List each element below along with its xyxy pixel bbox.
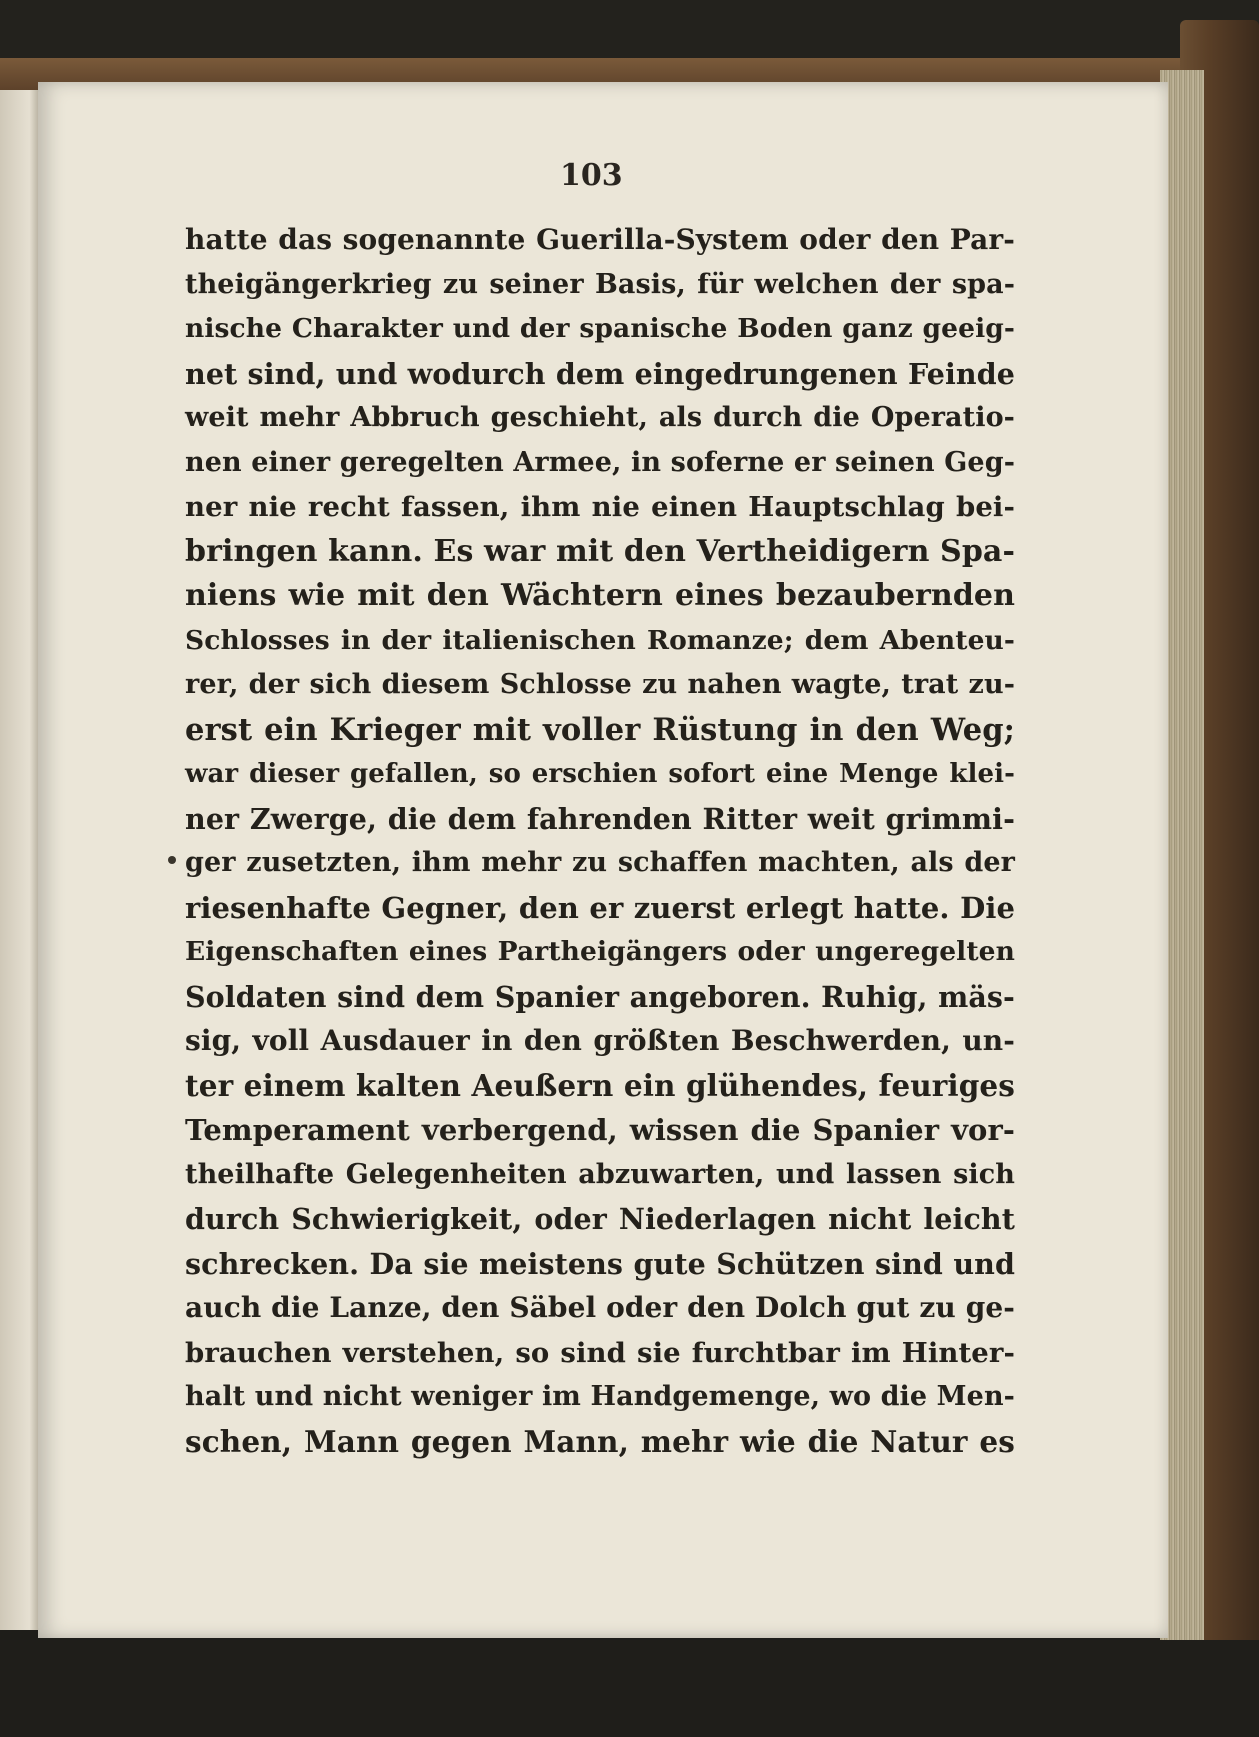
text-line: niens wie mit den Wächtern eines bezaubernden (185, 578, 1015, 613)
text-line: riesenhafte Gegner, den er zuerst erlegt hatte. Die (185, 890, 1015, 925)
text-line: Temperament verbergend, wissen die Spanier vor- (185, 1113, 1015, 1147)
text-line: brauchen verstehen, so sind sie furchtbar im Hinter- (185, 1336, 1015, 1369)
text-line: rer, der sich diesem Schlosse zu nahen wagte, trat zu- (185, 669, 1015, 700)
page-number: 103 (560, 158, 623, 193)
text-line: auch die Lanze, den Säbel oder den Dolch gut zu ge- (185, 1291, 1016, 1324)
text-line: hatte das sogenannte Guerilla-System oder den Par- (185, 223, 1015, 256)
background-bottom (0, 1640, 1259, 1737)
text-line: ter einem kalten Aeußern ein glühendes, feuriges (185, 1067, 1015, 1103)
margin-dot-mark (168, 856, 176, 864)
text-line: durch Schwierigkeit, oder Niederlagen nicht leicht (185, 1202, 1015, 1236)
facing-page-sliver (0, 90, 42, 1630)
text-line: ner Zwerge, die dem fahrenden Ritter weit grimmi- (185, 801, 1015, 836)
text-line: Soldaten sind dem Spanier angeboren. Ruhig, mäs- (185, 979, 1015, 1014)
text-line: erst ein Krieger mit voller Rüstung in den Weg; (185, 711, 1015, 748)
text-line: Eigenschaften eines Partheigängers oder ungeregelten (185, 936, 1015, 967)
text-line: theilhafte Gelegenheiten abzuwarten, und lassen sich (185, 1158, 1015, 1190)
text-line: nen einer geregelten Armee, in soferne er seinen Geg- (185, 446, 1015, 478)
text-line: schrecken. Da sie meistens gute Schützen sind und (185, 1246, 1015, 1281)
page-text (185, 218, 1015, 1464)
text-line: net sind, und wodurch dem eingedrungenen Feinde (185, 356, 1015, 391)
text-line: schen, Mann gegen Mann, mehr wie die Natur es (185, 1423, 1015, 1459)
text-line: sig, voll Ausdauer in den größten Beschwerden, un- (185, 1024, 1015, 1057)
text-line: nische Charakter und der spanische Boden ganz geeig- (185, 313, 1015, 344)
text-line: Schlosses in der italienischen Romanze; dem Abenteu- (185, 624, 1015, 656)
text-line: weit mehr Abbruch geschieht, als durch die Operatio- (185, 402, 1015, 433)
text-line: bringen kann. Es war mit den Vertheidigern Spa- (185, 533, 1015, 569)
text-line: theigängerkrieg zu seiner Basis, für welchen der spa- (185, 268, 1015, 300)
text-line: ner nie recht fassen, ihm nie einen Hauptschlag bei- (185, 491, 1015, 523)
text-line: ger zusetzten, ihm mehr zu schaffen machten, als der (185, 847, 1015, 878)
text-line: war dieser gefallen, so erschien sofort eine Menge klei- (185, 759, 1015, 789)
text-line: halt und nicht weniger im Handgemenge, wo die Men- (185, 1381, 1015, 1412)
